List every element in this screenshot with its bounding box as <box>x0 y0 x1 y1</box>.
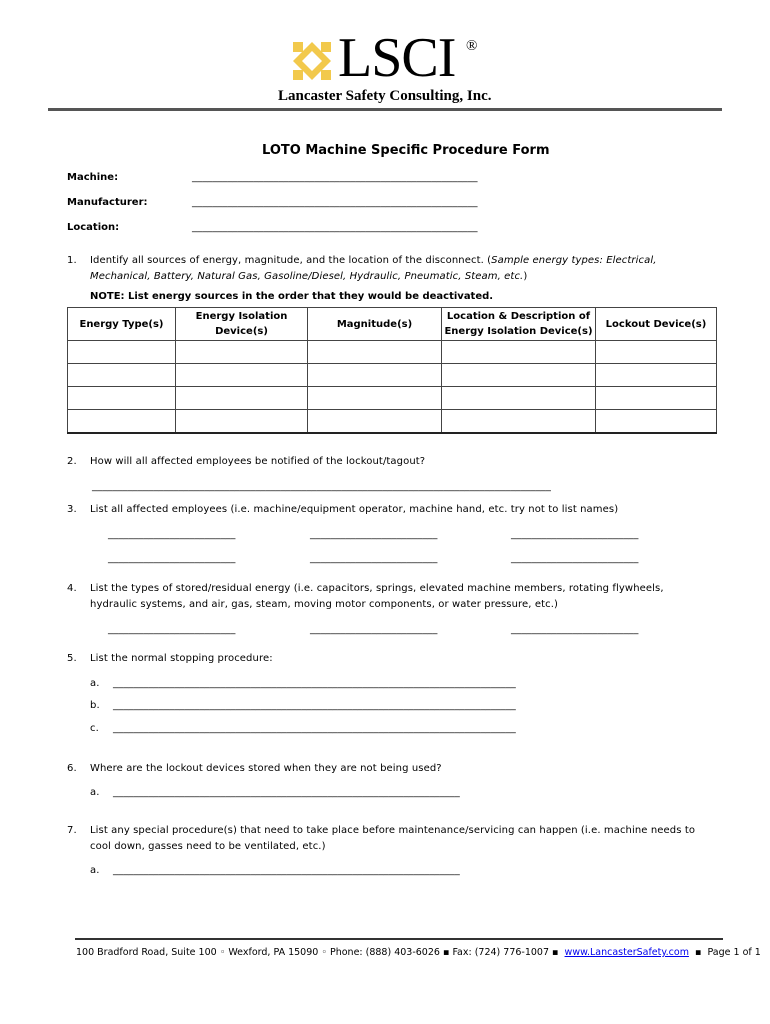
table-cell[interactable] <box>308 410 442 434</box>
logo-wordmark: LSCI <box>338 27 456 89</box>
energy-sources-table <box>67 307 717 434</box>
table-cell[interactable] <box>596 410 717 434</box>
table-cell[interactable] <box>68 387 176 410</box>
table-cell[interactable] <box>176 364 308 387</box>
q4-text: List the types of stored/residual energy (i.e. capacitors, springs, elevated machine members, rotating flywheels, <box>90 583 664 594</box>
website-link[interactable]: www.LancasterSafety.com <box>564 947 689 958</box>
q4-answer-field[interactable]: _________________________ <box>108 624 236 635</box>
q2-number: 2. <box>67 456 77 467</box>
table-cell[interactable] <box>442 341 596 364</box>
q5-item-field[interactable]: _______________________________________________________________________________ <box>113 678 516 689</box>
q5-item-label: b. <box>90 700 100 711</box>
header-energy-type: Energy Type(s) <box>68 308 176 341</box>
table-cell[interactable] <box>176 410 308 434</box>
separator-icon: ▪ <box>442 947 450 958</box>
footer-phone: Phone: (888) 403-6026 <box>329 947 440 958</box>
q4-text-line2: hydraulic systems, and air, gas, steam, moving motor components, or water pressure, etc.) <box>90 599 558 610</box>
q7-text-line2: cool down, gasses need to be ventilated, etc.) <box>90 841 326 852</box>
q3-answer-field[interactable]: _________________________ <box>310 553 438 564</box>
q3-answer-field[interactable]: _________________________ <box>108 553 236 564</box>
logo-mark-icon <box>293 42 331 80</box>
table-cell[interactable] <box>68 364 176 387</box>
q3-answer-field[interactable]: _________________________ <box>511 553 639 564</box>
header-magnitude: Magnitude(s) <box>308 308 442 341</box>
header-isolation-device: Energy Isolation Device(s) <box>176 308 308 341</box>
table-row <box>68 410 717 434</box>
footer-rule <box>75 938 723 940</box>
header-location-description: Location & Description of Energy Isolation Device(s) <box>442 308 596 341</box>
footer <box>76 947 761 958</box>
q7-number: 7. <box>67 825 77 836</box>
q1-text: Identify all sources of energy, magnitude, and the location of the disconnect. (Sample energy types: Electrical, <box>90 255 657 266</box>
table-row <box>68 341 717 364</box>
footer-city: Wexford, PA 15090 <box>228 947 319 958</box>
q1-text-line2: Mechanical, Battery, Natural Gas, Gasoline/Diesel, Hydraulic, Pneumatic, Steam, etc.) <box>90 271 528 282</box>
form-title: LOTO Machine Specific Procedure Form <box>262 143 550 158</box>
machine-label: Machine: <box>67 172 119 183</box>
separator-icon: ▪ <box>552 947 559 958</box>
q4-answer-field[interactable]: _________________________ <box>511 624 639 635</box>
q1-note: NOTE: List energy sources in the order that they would be deactivated. <box>90 291 494 302</box>
footer-address: 100 Bradford Road, Suite 100 <box>76 947 217 958</box>
q3-text: List all affected employees (i.e. machine/equipment operator, machine hand, etc. try not to list names) <box>90 504 619 515</box>
q2-answer-field[interactable]: __________________________________________________________________________________________ <box>92 481 551 492</box>
header-lockout-device: Lockout Device(s) <box>596 308 717 341</box>
q5-item-label: c. <box>90 723 99 734</box>
footer-fax: Fax: (724) 776-1007 <box>452 947 550 958</box>
separator-icon: ◦ <box>321 947 327 958</box>
table-cell[interactable] <box>68 341 176 364</box>
table-cell[interactable] <box>596 364 717 387</box>
table-cell[interactable] <box>308 341 442 364</box>
table-cell[interactable] <box>442 410 596 434</box>
q6-item-label: a. <box>90 787 100 798</box>
q1-number: 1. <box>67 255 77 266</box>
table-cell[interactable] <box>442 364 596 387</box>
q2-text: How will all affected employees be notified of the lockout/tagout? <box>90 456 426 467</box>
q6-item-field[interactable]: ____________________________________________________________________ <box>113 787 460 798</box>
manufacturer-label: Manufacturer: <box>67 197 148 208</box>
machine-field[interactable]: ________________________________________________________ <box>192 172 478 183</box>
registered-mark: ® <box>466 38 478 54</box>
q4-answer-field[interactable]: _________________________ <box>310 624 438 635</box>
q3-answer-field[interactable]: _________________________ <box>511 529 639 540</box>
table-cell[interactable] <box>596 387 717 410</box>
table-row <box>68 364 717 387</box>
q3-answer-field[interactable]: _________________________ <box>310 529 438 540</box>
table-cell[interactable] <box>176 387 308 410</box>
table-cell[interactable] <box>308 387 442 410</box>
q5-item-label: a. <box>90 678 100 689</box>
table-cell[interactable] <box>442 387 596 410</box>
q3-answer-field[interactable]: _________________________ <box>108 529 236 540</box>
header-rule <box>48 108 722 111</box>
separator-icon: ◦ <box>219 947 226 958</box>
table-row <box>68 387 717 410</box>
table-cell[interactable] <box>176 341 308 364</box>
table-cell[interactable] <box>68 410 176 434</box>
q5-item-field[interactable]: _______________________________________________________________________________ <box>113 700 516 711</box>
company-name: Lancaster Safety Consulting, Inc. <box>278 88 492 104</box>
q6-number: 6. <box>67 763 77 774</box>
q5-text: List the normal stopping procedure: <box>90 653 273 664</box>
q7-item-field[interactable]: ____________________________________________________________________ <box>113 865 460 876</box>
table-cell[interactable] <box>596 341 717 364</box>
location-field[interactable]: ________________________________________________________ <box>192 222 478 233</box>
q4-number: 4. <box>67 583 77 594</box>
q7-text: List any special procedure(s) that need to take place before maintenance/servicing can happen (i.e. machine needs to <box>90 825 696 836</box>
q7-item-label: a. <box>90 865 100 876</box>
q6-text: Where are the lockout devices stored when they are not being used? <box>90 763 442 774</box>
q3-number: 3. <box>67 504 77 515</box>
table-cell[interactable] <box>308 364 442 387</box>
page-number: Page 1 of 1 <box>707 947 761 958</box>
manufacturer-field[interactable]: ________________________________________________________ <box>192 197 478 208</box>
q5-item-field[interactable]: _______________________________________________________________________________ <box>113 723 516 734</box>
q5-number: 5. <box>67 653 77 664</box>
separator-icon: ▪ <box>695 947 702 958</box>
location-label: Location: <box>67 222 120 233</box>
